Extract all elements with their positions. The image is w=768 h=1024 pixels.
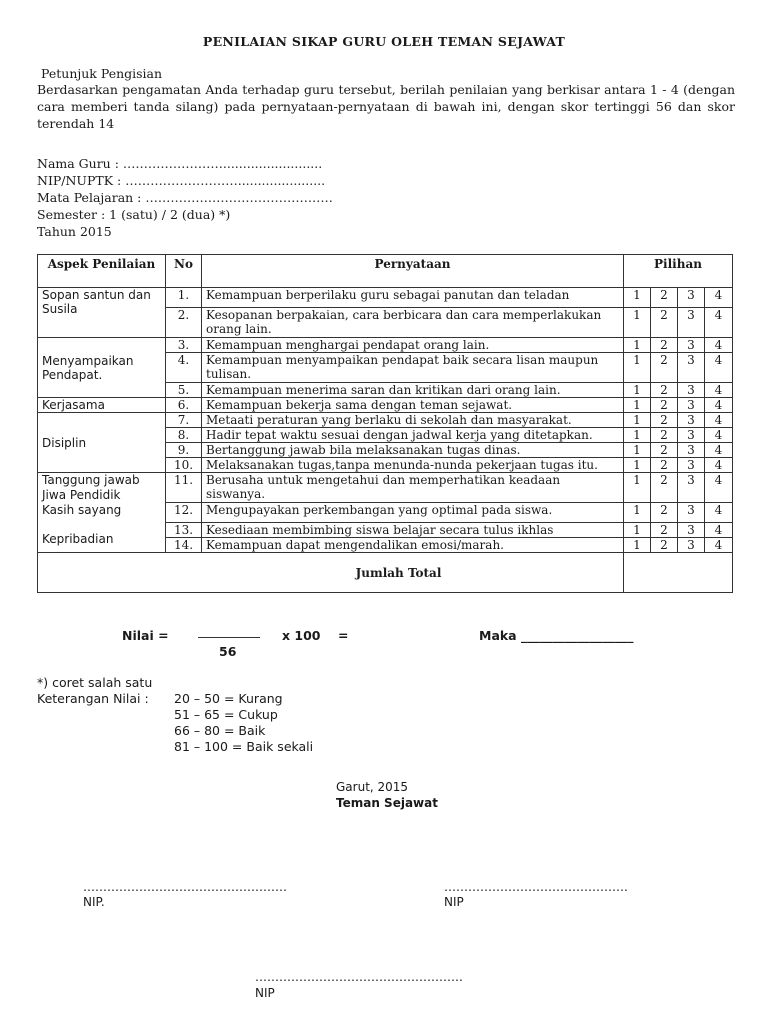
signature-line-right: ………………………………………. <box>444 880 628 894</box>
row-text: Kemampuan menghargai pendapat orang lain. <box>202 338 624 353</box>
score-cell[interactable]: 3 <box>678 538 705 553</box>
nama-guru-field: Nama Guru : ……………………......................... <box>37 156 323 171</box>
fraction-line <box>198 637 260 638</box>
aspek-disiplin: Disiplin <box>38 413 166 473</box>
signature-line-bottom: ……………………………………………. <box>255 970 463 984</box>
tahun-field: Tahun 2015 <box>37 224 112 239</box>
score-cell[interactable]: 4 <box>705 338 733 353</box>
aspek-pendapat: Menyampaikan Pendapat. <box>38 338 166 398</box>
score-cell[interactable]: 3 <box>678 523 705 538</box>
range-baik-sekali: 81 – 100 = Baik sekali <box>174 739 314 754</box>
score-cell[interactable]: 2 <box>651 383 678 398</box>
score-cell[interactable]: 4 <box>705 538 733 553</box>
instructions-text: Berdasarkan pengamatan Anda terhadap guru tersebut, berilah penilaian yang berkisar antara 1 - 4 (dengan cara memberi tanda silang) pada pernyataan-pernyataan di bawah ini, dengan skor tertinggi 56 dan skor terendah 14 <box>37 82 735 131</box>
row-no: 4. <box>166 353 202 383</box>
score-cell[interactable]: 1 <box>624 503 651 523</box>
header-pilihan: Pilihan <box>624 255 733 288</box>
score-cell[interactable]: 1 <box>624 443 651 458</box>
signature-role: Teman Sejawat <box>336 796 438 810</box>
aspek-kepribadian: Kepribadian <box>42 532 114 546</box>
row-no: 7. <box>166 413 202 428</box>
row-no: 8. <box>166 428 202 443</box>
score-cell[interactable]: 1 <box>624 353 651 383</box>
aspek-tanggung-jawab-group <box>38 473 166 553</box>
row-no: 2. <box>166 308 202 338</box>
row-no: 11. <box>166 473 202 503</box>
row-text: Bertanggung jawab bila melaksanakan tugas dinas. <box>202 443 624 458</box>
identity-fields <box>37 155 333 240</box>
nilai-divisor: 56 <box>219 644 237 659</box>
aspek-sopan: Sopan santun dan Susila <box>38 288 166 338</box>
semester-field: Semester : 1 (satu) / 2 (dua) *) <box>37 207 231 222</box>
score-cell[interactable]: 1 <box>624 398 651 413</box>
row-text: Kemampuan dapat mengendalikan emosi/marah. <box>202 538 624 553</box>
row-text: Kemampuan bekerja sama dengan teman sejawat. <box>202 398 624 413</box>
row-no: 14. <box>166 538 202 553</box>
score-cell[interactable]: 3 <box>678 308 705 338</box>
score-cell[interactable]: 1 <box>624 288 651 308</box>
score-cell[interactable]: 2 <box>651 523 678 538</box>
nip-left: NIP. <box>83 895 105 909</box>
score-cell[interactable]: 3 <box>678 413 705 428</box>
row-text: Berusaha untuk mengetahui dan memperhatikan keadaan siswanya. <box>202 473 624 503</box>
aspek-jiwa-pendidik: Jiwa Pendidik <box>42 488 121 502</box>
score-cell[interactable]: 3 <box>678 398 705 413</box>
signature-line-left: …………………………………………… <box>83 880 287 894</box>
score-cell[interactable]: 2 <box>651 473 678 503</box>
row-no: 9. <box>166 443 202 458</box>
score-cell[interactable]: 2 <box>651 288 678 308</box>
score-cell[interactable]: 3 <box>678 503 705 523</box>
score-cell[interactable]: 1 <box>624 383 651 398</box>
score-cell[interactable]: 1 <box>624 338 651 353</box>
score-cell[interactable]: 2 <box>651 308 678 338</box>
row-no: 1. <box>166 288 202 308</box>
score-cell[interactable]: 1 <box>624 458 651 473</box>
score-cell[interactable]: 4 <box>705 383 733 398</box>
row-no: 12. <box>166 503 202 523</box>
score-cell[interactable]: 4 <box>705 413 733 428</box>
score-cell[interactable]: 3 <box>678 428 705 443</box>
mapel-field: Mata Pelajaran : ……………………………………… <box>37 190 333 205</box>
score-cell[interactable]: 1 <box>624 413 651 428</box>
score-cell[interactable]: 4 <box>705 308 733 338</box>
row-no: 6. <box>166 398 202 413</box>
score-cell[interactable]: 3 <box>678 338 705 353</box>
score-cell[interactable]: 1 <box>624 428 651 443</box>
jumlah-total-value[interactable] <box>624 553 733 593</box>
range-baik: 66 – 80 = Baik <box>174 723 266 738</box>
instructions-heading: Petunjuk Pengisian <box>41 66 163 81</box>
aspek-kasih-sayang: Kasih sayang <box>42 503 122 517</box>
row-text: Kemampuan menyampaikan pendapat baik secara lisan maupun tulisan. <box>202 353 624 383</box>
row-text: Melaksanakan tugas,tanpa menunda-nunda pekerjaan tugas itu. <box>202 458 624 473</box>
score-cell[interactable]: 1 <box>624 538 651 553</box>
range-kurang: 20 – 50 = Kurang <box>174 691 283 706</box>
score-cell[interactable]: 4 <box>705 473 733 503</box>
score-cell[interactable]: 4 <box>705 288 733 308</box>
score-cell[interactable]: 2 <box>651 428 678 443</box>
row-text: Hadir tepat waktu sesuai dengan jadwal kerja yang ditetapkan. <box>202 428 624 443</box>
page-title: PENILAIAN SIKAP GURU OLEH TEMAN SEJAWAT <box>202 34 566 49</box>
score-cell[interactable]: 3 <box>678 458 705 473</box>
score-cell[interactable]: 2 <box>651 458 678 473</box>
score-cell[interactable]: 4 <box>705 523 733 538</box>
score-cell[interactable]: 2 <box>651 538 678 553</box>
nip-right: NIP <box>444 895 464 909</box>
nilai-label: Nilai = <box>122 628 169 643</box>
score-cell[interactable]: 4 <box>705 353 733 383</box>
row-text: Kemampuan berperilaku guru sebagai panutan dan teladan <box>202 288 624 308</box>
score-cell[interactable]: 2 <box>651 338 678 353</box>
header-aspek: Aspek Penilaian <box>38 255 166 288</box>
row-no: 10. <box>166 458 202 473</box>
maka-field: Maka __________________ <box>479 628 634 643</box>
score-cell[interactable]: 3 <box>678 473 705 503</box>
keterangan-label: Keterangan Nilai : <box>37 691 149 706</box>
score-cell[interactable]: 2 <box>651 353 678 383</box>
score-cell[interactable]: 1 <box>624 523 651 538</box>
score-cell[interactable]: 3 <box>678 383 705 398</box>
nilai-equals: = <box>338 628 349 643</box>
score-cell[interactable]: 1 <box>624 473 651 503</box>
jumlah-total-label: Jumlah Total <box>38 553 624 593</box>
row-no: 3. <box>166 338 202 353</box>
nip-bottom: NIP <box>255 986 275 1000</box>
header-pernyataan: Pernyataan <box>202 255 624 288</box>
place-date: Garut, 2015 <box>336 780 409 794</box>
notes <box>37 675 313 755</box>
score-cell[interactable]: 2 <box>651 413 678 428</box>
score-cell[interactable]: 1 <box>624 308 651 338</box>
score-cell[interactable]: 4 <box>705 398 733 413</box>
score-cell[interactable]: 4 <box>705 503 733 523</box>
header-no: No <box>166 255 202 288</box>
score-cell[interactable]: 3 <box>678 288 705 308</box>
range-cukup: 51 – 65 = Cukup <box>174 707 278 722</box>
row-no: 13. <box>166 523 202 538</box>
nip-field: NIP/NUPTK : ………………………...................... <box>37 173 326 188</box>
nilai-times: x 100 <box>282 628 321 643</box>
score-cell[interactable]: 2 <box>651 398 678 413</box>
score-cell[interactable]: 4 <box>705 458 733 473</box>
coret-note: *) coret salah satu <box>37 675 153 690</box>
row-text: Mengupayakan perkembangan yang optimal pada siswa. <box>202 503 624 523</box>
score-cell[interactable]: 4 <box>705 443 733 458</box>
score-cell[interactable]: 4 <box>705 428 733 443</box>
score-cell[interactable]: 2 <box>651 443 678 458</box>
row-no: 5. <box>166 383 202 398</box>
row-text: Kesopanan berpakaian, cara berbicara dan cara memperlakukan orang lain. <box>202 308 624 338</box>
assessment-table <box>37 254 733 593</box>
aspek-kerjasama: Kerjasama <box>38 398 166 413</box>
aspek-tanggung-jawab: Tanggung jawab <box>42 473 140 487</box>
row-text: Kemampuan menerima saran dan kritikan dari orang lain. <box>202 383 624 398</box>
row-text: Kesediaan membimbing siswa belajar secara tulus ikhlas <box>202 523 624 538</box>
score-cell[interactable]: 2 <box>651 503 678 523</box>
score-cell[interactable]: 3 <box>678 443 705 458</box>
row-text: Metaati peraturan yang berlaku di sekolah dan masyarakat. <box>202 413 624 428</box>
score-cell[interactable]: 3 <box>678 353 705 383</box>
